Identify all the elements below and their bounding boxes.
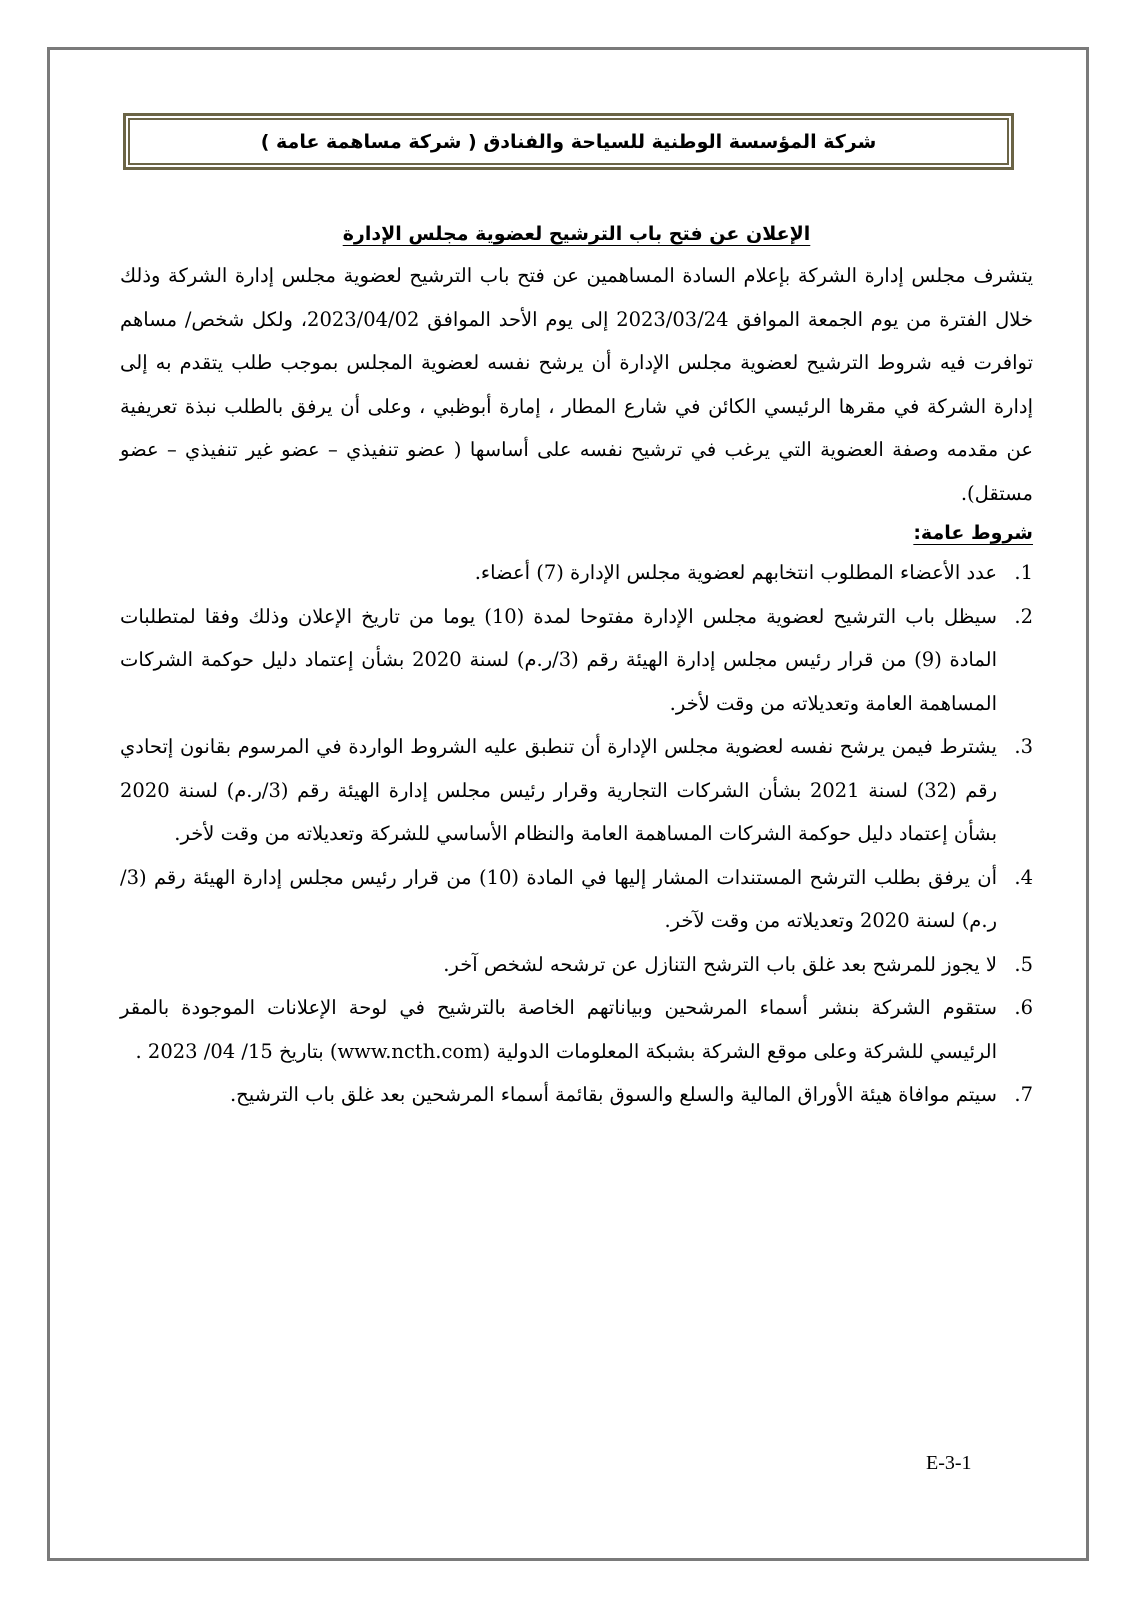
- condition-item: [120, 986, 1033, 1073]
- condition-text: أن يرفق بطلب الترشح المستندات المشار إليها في المادة (10) من قرار رئيس مجلس إدارة الهيئة رقم (3/ر.م) لسنة 2020 وتعديلاته من وقت لآخر.: [120, 865, 997, 932]
- condition-number: 1.: [1014, 561, 1033, 584]
- condition-item: [120, 1073, 1033, 1117]
- condition-text: سيظل باب الترشيح لعضوية مجلس الإدارة مفتوحا لمدة (10) يوما من تاريخ الإعلان وذلك وفقا لمتطلبات المادة (9) من قرار رئيس مجلس إدارة الهيئة رقم (3/ر.م) لسنة 2020 بشأن إعتماد دليل حوكمة الشركات المساهمة العامة وتعديلاته من وقت لأخر.: [120, 604, 997, 715]
- condition-item: [120, 725, 1033, 856]
- condition-item: [120, 595, 1033, 726]
- intro-paragraph: يتشرف مجلس إدارة الشركة بإعلام السادة المساهمين عن فتح باب الترشيح لعضوية مجلس إدارة الشركة وذلك خلال الفترة من يوم الجمعة الموافق 2023/03/24 إلى يوم الأحد الموافق 2023/04/02، ولكل شخص/ مساهم توافرت فيه شروط الترشيح لعضوية مجلس الإدارة أن يرشح نفسه لعضوية المجلس بموجب طلب يتقدم به إلى إدارة الشركة في مقرها الرئيسي الكائن في شارع المطار ، إمارة أبوظبي ، وعلى أن يرفق بالطلب نبذة تعريفية عن مقدمه وصفة العضوية التي يرغب في ترشيح نفسه على أساسها ( عضو تنفيذي – عضو غير تنفيذي – عضو مستقل).: [120, 264, 1034, 505]
- condition-item: [120, 856, 1033, 943]
- company-name: شركة المؤسسة الوطنية للسياحة والفنادق ( شركة مساهمة عامة ): [260, 130, 877, 153]
- page-code: E-3-1: [926, 1452, 972, 1474]
- condition-number: 3.: [1014, 735, 1033, 758]
- condition-item: [120, 943, 1033, 987]
- condition-text: لا يجوز للمرشح بعد غلق باب الترشح التنازل عن ترشحه لشخص آخر.: [443, 952, 997, 976]
- condition-number: 4.: [1014, 865, 1033, 889]
- document-body: [120, 214, 1033, 1117]
- condition-number: 6.: [1014, 996, 1033, 1019]
- condition-item: [120, 551, 1033, 595]
- announcement-title: الإعلان عن فتح باب الترشيح لعضوية مجلس الإدارة: [342, 223, 811, 245]
- condition-text: ستقوم الشركة بنشر أسماء المرشحين وبياناتهم الخاصة بالترشيح في لوحة الإعلانات الموجودة بالمقر الرئيسي للشركة وعلى موقع الشركة بشبكة المعلومات الدولية (www.ncth.com) بتاريخ 15/ 04/ 2023 .: [120, 996, 997, 1063]
- company-name-box: [123, 113, 1014, 170]
- condition-text: عدد الأعضاء المطلوب انتخابهم لعضوية مجلس الإدارة (7) أعضاء.: [474, 561, 997, 584]
- conditions-list: [120, 551, 1033, 1117]
- general-conditions-heading: شروط عامة:: [913, 522, 1033, 544]
- condition-text: يشترط فيمن يرشح نفسه لعضوية مجلس الإدارة أن تنطبق عليه الشروط الواردة في المرسوم بقانون إتحادي رقم (32) لسنة 2021 بشأن الشركات التجارية وقرار رئيس مجلس إدارة الهيئة رقم (3/ر.م) لسنة 2020 بشأن إعتماد دليل حوكمة الشركات المساهمة العامة والنظام الأساسي للشركة وتعديلاته من وقت لأخر.: [120, 735, 997, 845]
- condition-number: 5.: [1014, 952, 1033, 976]
- condition-number: 7.: [1014, 1083, 1033, 1106]
- condition-number: 2.: [1014, 604, 1033, 628]
- condition-text: سيتم موافاة هيئة الأوراق المالية والسلع والسوق بقائمة أسماء المرشحين بعد غلق باب الترشيح.: [229, 1083, 997, 1106]
